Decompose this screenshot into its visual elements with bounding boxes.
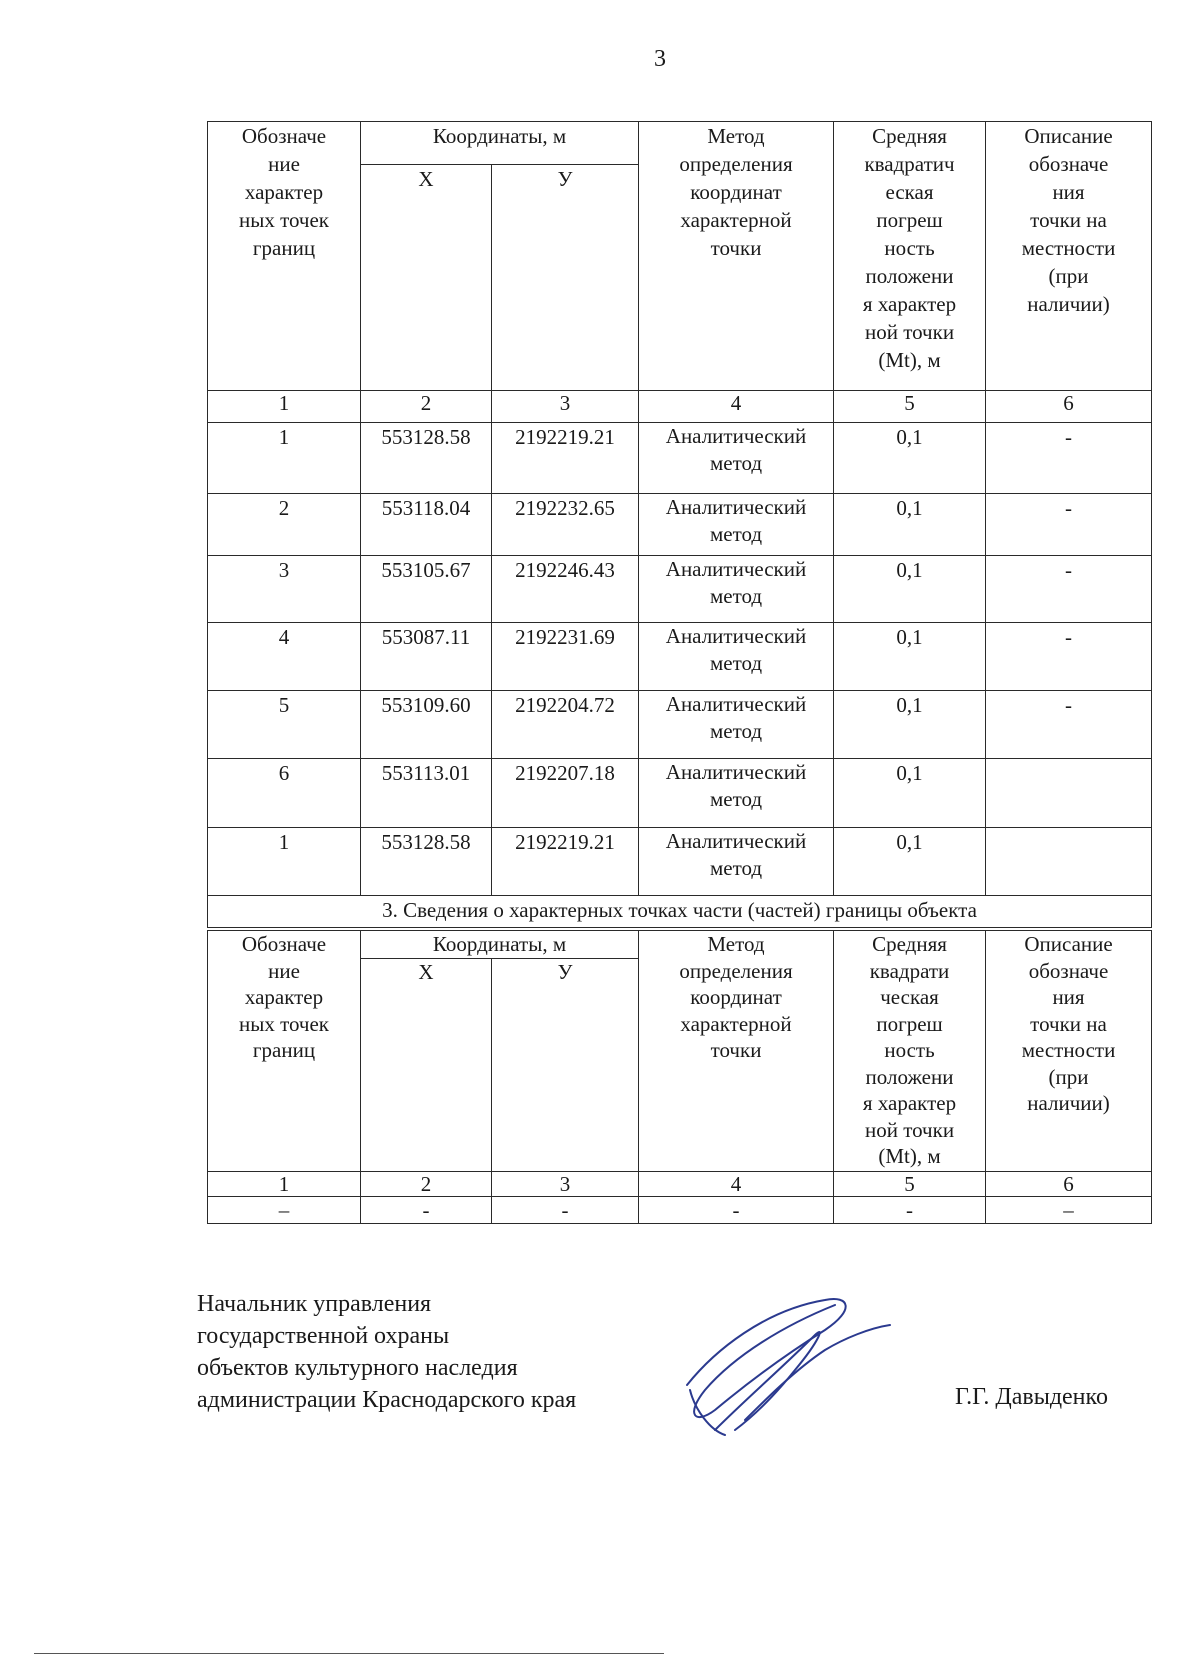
coord-y-value: 2192207.18 (492, 759, 639, 828)
error-value: 0,1 (834, 691, 986, 759)
column-number: 1 (208, 391, 361, 423)
description-value (986, 828, 1152, 896)
error-value: 0,1 (834, 623, 986, 691)
empty-cell: - (492, 1197, 639, 1224)
description-value: - (986, 623, 1152, 691)
coord-x-value: 553128.58 (361, 423, 492, 494)
header-method: Метод определения координат характерной точки (639, 122, 834, 391)
header-error: Средняя квадратич еская погреш ность положени я характер ной точки (Mt), м (834, 122, 986, 391)
coord-y-value: 2192246.43 (492, 556, 639, 623)
column-number: 2 (361, 391, 492, 423)
coord-y-value: 2192232.65 (492, 494, 639, 556)
coord-x-value: 553105.67 (361, 556, 492, 623)
column-number-row (208, 391, 1152, 423)
table-row (208, 623, 1152, 691)
column-number: 3 (492, 1172, 639, 1197)
column-number: 5 (834, 391, 986, 423)
method-value: Аналитический метод (639, 623, 834, 691)
method-value: Аналитический метод (639, 423, 834, 494)
table-row (208, 691, 1152, 759)
method-value: Аналитический метод (639, 828, 834, 896)
signer-name: Г.Г. Давыденко (955, 1384, 1108, 1410)
column-number: 4 (639, 1172, 834, 1197)
column-number-row (208, 1172, 1152, 1197)
method-value: Аналитический метод (639, 759, 834, 828)
point-number: 5 (208, 691, 361, 759)
column-number: 6 (986, 1172, 1152, 1197)
point-number: 1 (208, 828, 361, 896)
column-number: 6 (986, 391, 1152, 423)
point-number: 1 (208, 423, 361, 494)
point-number: 3 (208, 556, 361, 623)
header-y: У (492, 959, 639, 1172)
handwritten-signature (675, 1290, 895, 1440)
point-number: 2 (208, 494, 361, 556)
coord-y-value: 2192231.69 (492, 623, 639, 691)
error-value: 0,1 (834, 556, 986, 623)
description-value: - (986, 423, 1152, 494)
part-boundary-points-table (207, 930, 1152, 1224)
column-number: 5 (834, 1172, 986, 1197)
empty-cell: - (639, 1197, 834, 1224)
column-number: 1 (208, 1172, 361, 1197)
error-value: 0,1 (834, 759, 986, 828)
header-method: Метод определения координат характерной точки (639, 931, 834, 1172)
header-description: Описание обозначе ния точки на местности (при наличии) (986, 122, 1152, 391)
coord-y-value: 2192219.21 (492, 423, 639, 494)
section-title: 3. Сведения о характерных точках части (частей) границы объекта (208, 896, 1152, 928)
point-number: 6 (208, 759, 361, 828)
table-row (208, 494, 1152, 556)
signer-position-line: администрации Краснодарского края (197, 1387, 577, 1413)
boundary-points-table (207, 121, 1152, 928)
table-row (208, 828, 1152, 896)
description-value (986, 759, 1152, 828)
table-row (208, 1197, 1152, 1224)
header-designation: Обозначе ние характер ных точек границ (208, 122, 361, 391)
signer-position-line: объектов культурного наследия (197, 1355, 518, 1381)
header-coordinates: Координаты, м (361, 931, 639, 959)
header-description: Описание обозначе ния точки на местности (при наличии) (986, 931, 1152, 1172)
signer-position-line: Начальник управления (197, 1291, 432, 1317)
coord-x-value: 553128.58 (361, 828, 492, 896)
coord-x-value: 553087.11 (361, 623, 492, 691)
coord-y-value: 2192219.21 (492, 828, 639, 896)
empty-cell: - (834, 1197, 986, 1224)
header-y: У (492, 165, 639, 391)
column-number: 2 (361, 1172, 492, 1197)
error-value: 0,1 (834, 423, 986, 494)
table-row (208, 759, 1152, 828)
empty-cell: – (208, 1197, 361, 1224)
description-value: - (986, 556, 1152, 623)
signer-position (197, 1288, 576, 1416)
coord-x-value: 553118.04 (361, 494, 492, 556)
header-error: Средняя квадрати ческая погреш ность положени я характер ной точки (Mt), м (834, 931, 986, 1172)
empty-cell: - (361, 1197, 492, 1224)
method-value: Аналитический метод (639, 556, 834, 623)
header-coordinates: Координаты, м (361, 122, 639, 165)
table-row (208, 556, 1152, 623)
column-number: 3 (492, 391, 639, 423)
error-value: 0,1 (834, 494, 986, 556)
description-value: - (986, 494, 1152, 556)
method-value: Аналитический метод (639, 494, 834, 556)
point-number: 4 (208, 623, 361, 691)
coord-y-value: 2192204.72 (492, 691, 639, 759)
header-designation: Обозначе ние характер ных точек границ (208, 931, 361, 1172)
coord-x-value: 553109.60 (361, 691, 492, 759)
page-number: 3 (654, 46, 666, 72)
empty-cell: – (986, 1197, 1152, 1224)
column-number: 4 (639, 391, 834, 423)
coord-x-value: 553113.01 (361, 759, 492, 828)
description-value: - (986, 691, 1152, 759)
method-value: Аналитический метод (639, 691, 834, 759)
header-x: Х (361, 959, 492, 1172)
footer-divider (34, 1653, 664, 1654)
header-x: Х (361, 165, 492, 391)
table-row (208, 423, 1152, 494)
error-value: 0,1 (834, 828, 986, 896)
signer-position-line: государственной охраны (197, 1323, 450, 1349)
